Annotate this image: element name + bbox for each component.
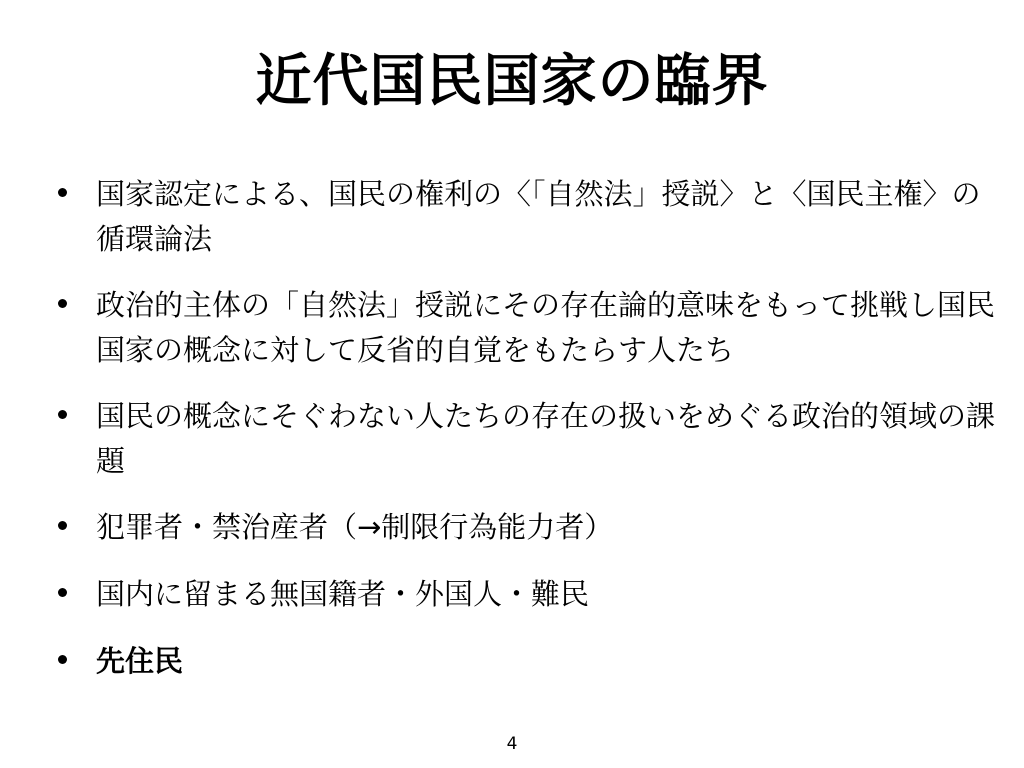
bullet-text: 国内に留まる無国籍者・外国人・難民	[96, 577, 590, 611]
bullet-dot-icon	[58, 188, 67, 197]
bullet-text: 犯罪者・禁治産者（→制限行為能力者）	[96, 510, 614, 544]
page-number: 4	[506, 734, 518, 754]
bullet-dot-icon	[58, 410, 67, 419]
bullet-dot-icon	[58, 299, 67, 308]
bullet-text: 先住民	[96, 644, 184, 678]
slide-title: 近代国民国家の臨界	[255, 49, 769, 114]
bullet-dot-icon	[58, 521, 67, 530]
bullet-text: 政治的主体の「自然法」授説にその存在論的意味をもって挑戦し国民国家の概念に対して反省的自覚をもたらす人たち	[96, 288, 996, 367]
bullet-text: 国家認定による、国民の権利の〈「自然法」授説〉と〈国民主権〉の循環論法	[96, 177, 981, 256]
bullet-text: 国民の概念にそぐわない人たちの存在の扱いをめぐる政治的領域の課題	[96, 399, 996, 478]
bullet-dot-icon	[58, 655, 67, 664]
bullet-dot-icon	[58, 588, 67, 597]
